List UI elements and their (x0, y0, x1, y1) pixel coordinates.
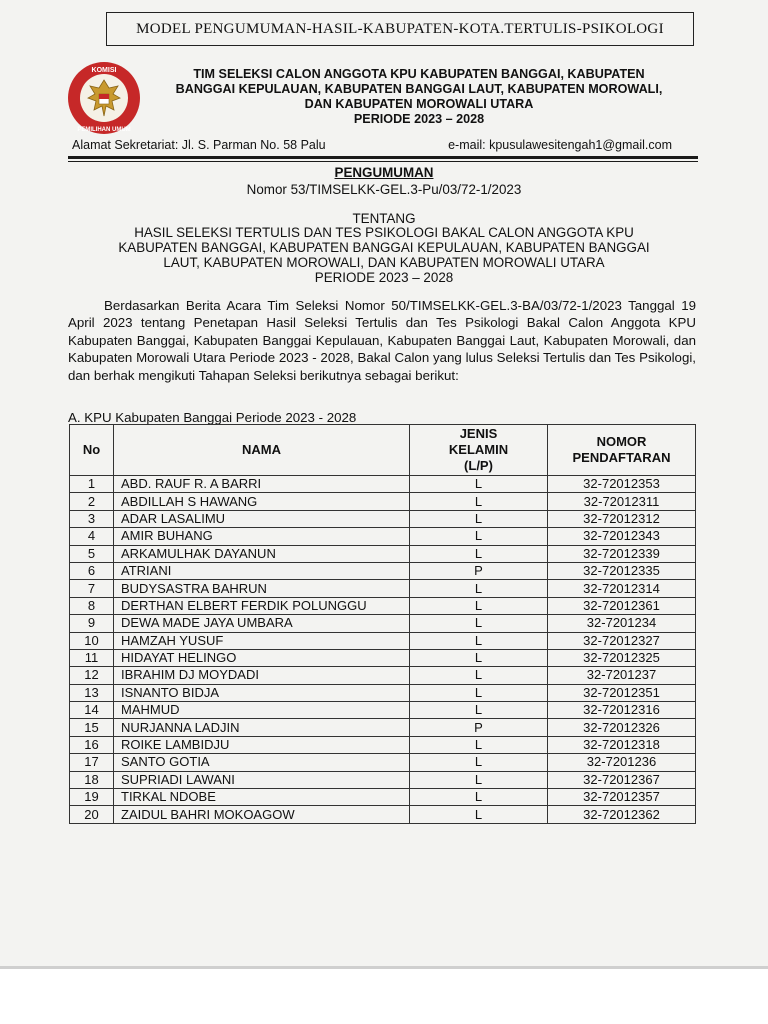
col-gender-header-line: KELAMIN (448, 442, 509, 457)
row-no: 4 (70, 528, 114, 545)
row-registration-number: 32-72012326 (548, 719, 696, 736)
row-registration-number: 32-72012316 (548, 702, 696, 719)
row-name: ABD. RAUF R. A BARRI (114, 476, 410, 493)
row-no: 5 (70, 545, 114, 562)
row-name: AMIR BUHANG (114, 528, 410, 545)
logo-ring-text-top: KOMISI (91, 67, 117, 74)
row-gender: L (410, 736, 548, 753)
row-registration-number: 32-72012335 (548, 562, 696, 579)
row-no: 7 (70, 580, 114, 597)
row-registration-number: 32-72012361 (548, 597, 696, 614)
row-name: ADAR LASALIMU (114, 510, 410, 527)
logo-ring-text-bottom: PEMILIHAN UMUM (77, 127, 131, 133)
secretariat-email: e-mail: kpusulawesitengah1@gmail.com (448, 138, 672, 152)
table-row (70, 771, 696, 788)
col-name-header: NAMA (114, 425, 410, 476)
row-registration-number: 32-72012327 (548, 632, 696, 649)
row-registration-number: 32-72012353 (548, 476, 696, 493)
row-no: 17 (70, 754, 114, 771)
row-registration-number: 32-72012318 (548, 736, 696, 753)
col-gender-header-line: (L/P) (464, 458, 493, 473)
row-gender: P (410, 719, 548, 736)
row-name: MAHMUD (114, 702, 410, 719)
table-row (70, 493, 696, 510)
row-gender: L (410, 684, 548, 701)
row-no: 2 (70, 493, 114, 510)
row-name: IBRAHIM DJ MOYDADI (114, 667, 410, 684)
row-no: 10 (70, 632, 114, 649)
row-name: DERTHAN ELBERT FERDIK POLUNGGU (114, 597, 410, 614)
row-gender: L (410, 771, 548, 788)
row-no: 14 (70, 702, 114, 719)
row-no: 1 (70, 476, 114, 493)
secretariat-address: Alamat Sekretariat: Jl. S. Parman No. 58 Palu (72, 138, 326, 152)
row-gender: P (410, 562, 548, 579)
org-line: TIM SELEKSI CALON ANGGOTA KPU KABUPATEN BANGGAI, KABUPATEN (193, 67, 645, 81)
col-gender-header-line: JENIS (459, 426, 498, 441)
row-name: ARKAMULHAK DAYANUN (114, 545, 410, 562)
col-reg-header-line: NOMOR (596, 434, 647, 449)
table-row (70, 510, 696, 527)
row-name: TIRKAL NDOBE (114, 789, 410, 806)
row-registration-number: 32-72012351 (548, 684, 696, 701)
row-gender: L (410, 493, 548, 510)
table-row (70, 562, 696, 579)
table-row (70, 684, 696, 701)
row-registration-number: 32-72012325 (548, 649, 696, 666)
row-no: 3 (70, 510, 114, 527)
row-registration-number: 32-72012314 (548, 580, 696, 597)
table-row (70, 736, 696, 753)
row-gender: L (410, 667, 548, 684)
row-registration-number: 32-7201236 (548, 754, 696, 771)
model-label: MODEL PENGUMUMAN-HASIL-KABUPATEN-KOTA.TERTULIS-PSIKOLOGI (136, 20, 664, 37)
row-no: 13 (70, 684, 114, 701)
row-gender: L (410, 510, 548, 527)
row-gender: L (410, 597, 548, 614)
table-row (70, 528, 696, 545)
row-gender: L (410, 528, 548, 545)
row-registration-number: 32-72012367 (548, 771, 696, 788)
row-registration-number: 32-7201234 (548, 615, 696, 632)
org-line: DAN KABUPATEN MOROWALI UTARA (304, 97, 534, 111)
col-reg-header (548, 425, 696, 476)
results-table (69, 424, 696, 824)
row-gender: L (410, 754, 548, 771)
table-row (70, 649, 696, 666)
table-row (70, 476, 696, 493)
table-row (70, 754, 696, 771)
table-row (70, 806, 696, 823)
row-name: SANTO GOTIA (114, 754, 410, 771)
row-name: ATRIANI (114, 562, 410, 579)
row-name: HAMZAH YUSUF (114, 632, 410, 649)
table-row (70, 632, 696, 649)
row-no: 15 (70, 719, 114, 736)
row-name: ZAIDUL BAHRI MOKOAGOW (114, 806, 410, 823)
section-a-heading: A. KPU Kabupaten Banggai Periode 2023 - 2028 (68, 410, 357, 425)
row-name: SUPRIADI LAWANI (114, 771, 410, 788)
row-no: 19 (70, 789, 114, 806)
header-divider-thick (68, 156, 698, 159)
row-no: 8 (70, 597, 114, 614)
row-name: ROIKE LAMBIDJU (114, 736, 410, 753)
header-divider-thin (68, 161, 698, 162)
announcement-number: Nomor 53/TIMSELKK-GEL.3-Pu/03/72-1/2023 (246, 182, 522, 197)
announcement-body: Berdasarkan Berita Acara Tim Seleksi Nomor 50/TIMSELKK-GEL.3-BA/03/72-1/2023 Tanggal 19 April 2023 tentang Penetapan Hasil Seleksi Tertulis dan Tes Psikologi Bakal Calon Anggota KPU Kabupaten Banggai, Kabupaten Banggai Kepulauan, Kabupaten Banggai Laut, Kabupaten Morowali, dan Kabupaten Morowali Utara Periode 2023 - 2028, Bakal Calon yang lulus Seleksi Tertulis dan Tes Psikologi, dan berhak mengikuti Tahapan Seleksi berikutnya sebagai berikut: (68, 298, 696, 383)
row-registration-number: 32-72012357 (548, 789, 696, 806)
row-name: ABDILLAH S HAWANG (114, 493, 410, 510)
row-gender: L (410, 649, 548, 666)
row-registration-number: 32-7201237 (548, 667, 696, 684)
row-registration-number: 32-72012312 (548, 510, 696, 527)
row-registration-number: 32-72012362 (548, 806, 696, 823)
table-row (70, 667, 696, 684)
col-no-header: No (70, 425, 114, 476)
row-gender: L (410, 545, 548, 562)
row-no: 9 (70, 615, 114, 632)
row-no: 6 (70, 562, 114, 579)
subject-line: HASIL SELEKSI TERTULIS DAN TES PSIKOLOGI BAKAL CALON ANGGOTA KPU (134, 225, 634, 240)
subject-line: KABUPATEN BANGGAI, KABUPATEN BANGGAI KEPULAUAN, KABUPATEN BANGGAI (118, 240, 650, 255)
kpu-emblem-icon (66, 60, 142, 136)
announcement-subject (60, 225, 708, 285)
table-row (70, 597, 696, 614)
col-reg-header-line: PENDAFTARAN (572, 450, 671, 465)
table-row (70, 615, 696, 632)
secretariat-line (72, 138, 672, 155)
row-no: 11 (70, 649, 114, 666)
table-row (70, 545, 696, 562)
org-line: BANGGAI KEPULAUAN, KABUPATEN BANGGAI LAUT, KABUPATEN MOROWALI, (175, 82, 663, 96)
row-gender: L (410, 615, 548, 632)
eagle-shield-top (99, 94, 109, 99)
table-row (70, 702, 696, 719)
row-no: 20 (70, 806, 114, 823)
row-registration-number: 32-72012311 (548, 493, 696, 510)
subject-line: LAUT, KABUPATEN MOROWALI, DAN KABUPATEN MOROWALI UTARA (163, 255, 605, 270)
row-name: ISNANTO BIDJA (114, 684, 410, 701)
row-name: DEWA MADE JAYA UMBARA (114, 615, 410, 632)
row-gender: L (410, 789, 548, 806)
row-registration-number: 32-72012339 (548, 545, 696, 562)
row-gender: L (410, 632, 548, 649)
row-no: 18 (70, 771, 114, 788)
row-name: HIDAYAT HELINGO (114, 649, 410, 666)
table-row (70, 580, 696, 597)
row-gender: L (410, 702, 548, 719)
announcement-tentang: TENTANG (352, 211, 416, 226)
row-gender: L (410, 580, 548, 597)
row-no: 16 (70, 736, 114, 753)
announcement-title: PENGUMUMAN (334, 165, 434, 180)
org-period: PERIODE 2023 – 2028 (353, 112, 485, 126)
row-gender: L (410, 476, 548, 493)
col-gender-header (410, 425, 548, 476)
row-registration-number: 32-72012343 (548, 528, 696, 545)
row-gender: L (410, 806, 548, 823)
row-name: BUDYSASTRA BAHRUN (114, 580, 410, 597)
table-row (70, 789, 696, 806)
row-name: NURJANNA LADJIN (114, 719, 410, 736)
table-header-row (70, 425, 696, 476)
subject-line: PERIODE 2023 – 2028 (314, 270, 454, 285)
results-table-body (70, 476, 696, 824)
row-no: 12 (70, 667, 114, 684)
model-label-box (106, 12, 694, 46)
table-row (70, 719, 696, 736)
page-bottom-edge (0, 966, 768, 969)
organization-title (140, 67, 698, 127)
